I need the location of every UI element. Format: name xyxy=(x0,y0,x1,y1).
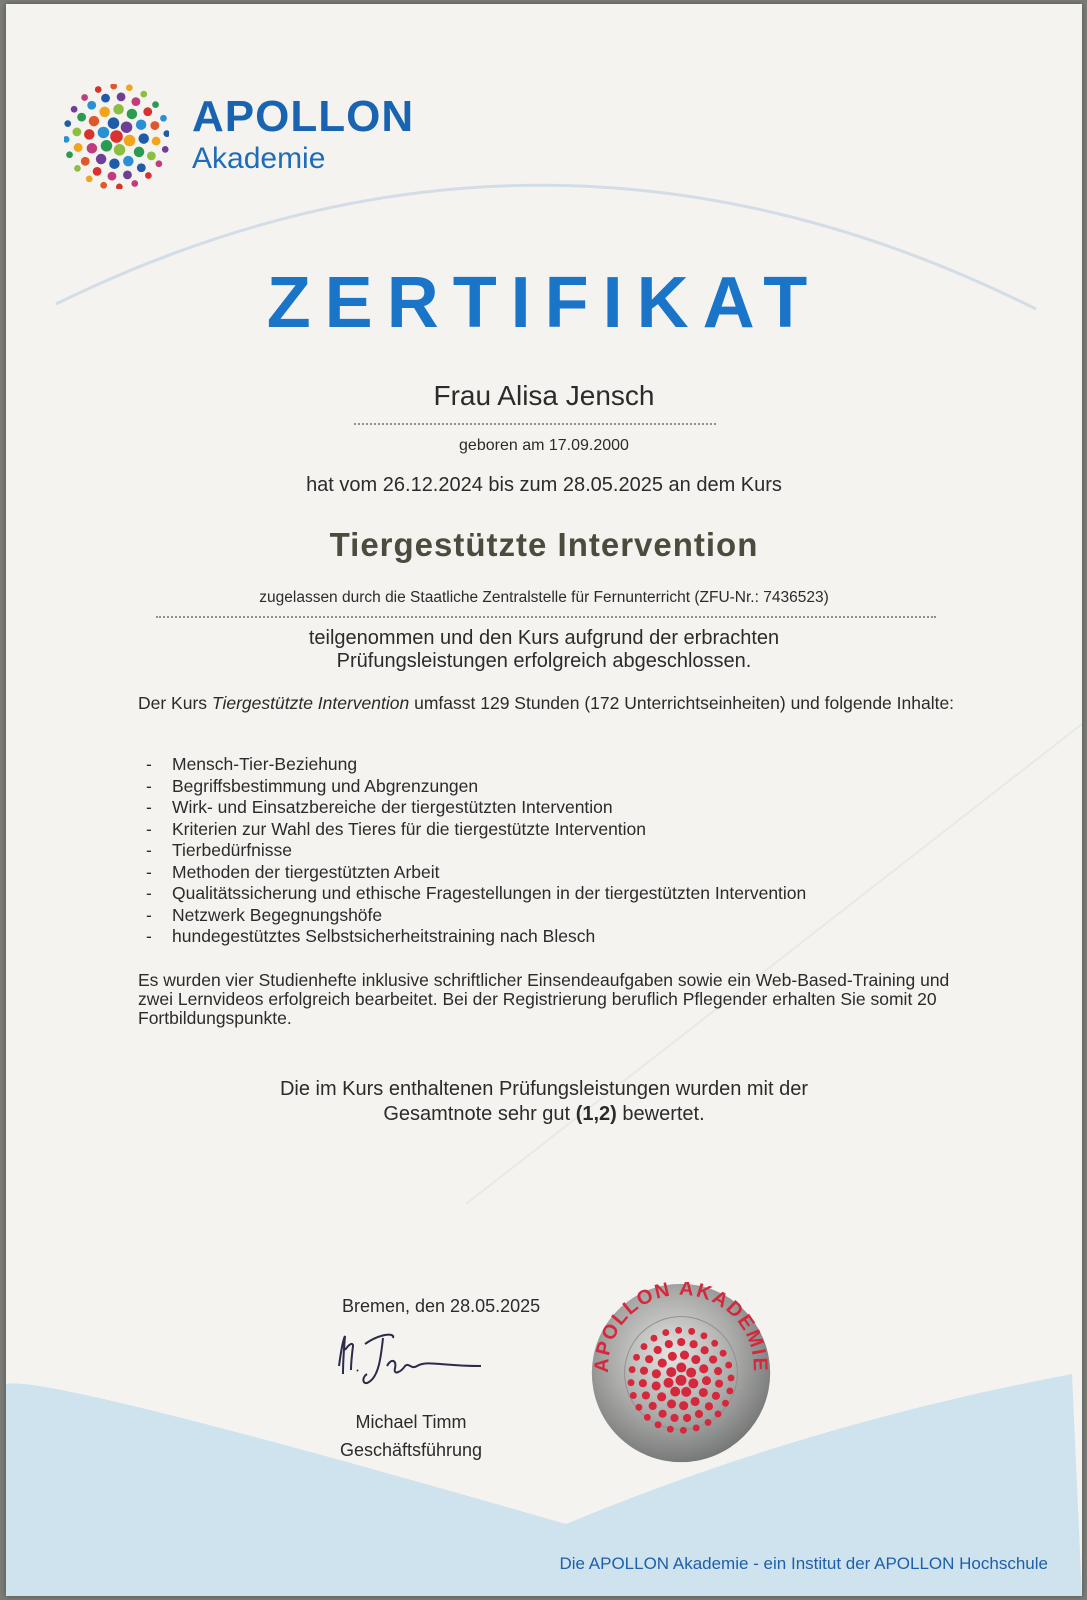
intro-course: Tiergestützte Intervention xyxy=(211,693,410,713)
logo-dot xyxy=(138,133,149,144)
list-item: - Netzwerk Begegnungshöfe xyxy=(146,905,806,927)
logo-dot xyxy=(108,172,117,181)
logo-dot xyxy=(87,101,96,110)
seal-dot xyxy=(722,1400,729,1407)
list-item: - Tierbedürfnisse xyxy=(146,840,806,862)
seal-dot xyxy=(650,1335,657,1342)
logo-dot xyxy=(81,94,88,101)
seal-dot xyxy=(639,1379,647,1387)
seal-dot xyxy=(654,1346,662,1354)
logo-dot xyxy=(145,172,152,179)
seal-dot xyxy=(662,1329,669,1336)
logo-dot xyxy=(124,135,136,147)
seal-dot xyxy=(664,1378,674,1388)
signer-block xyxy=(306,1408,516,1464)
logo-dot xyxy=(156,160,163,167)
seal-dot xyxy=(683,1414,691,1422)
seal-dot xyxy=(657,1392,666,1401)
logo-dot xyxy=(137,163,146,172)
intro-prefix: Der Kurs xyxy=(138,693,208,713)
logo-dot xyxy=(64,136,70,143)
logo-name: APOLLON xyxy=(192,92,415,141)
logo-dot xyxy=(140,91,147,98)
seal-dot xyxy=(633,1354,640,1361)
recipient-name: Frau Alisa Jensch xyxy=(433,380,655,411)
seal-dot xyxy=(659,1410,667,1418)
seal-dot xyxy=(644,1414,651,1421)
seal-dot xyxy=(695,1410,703,1418)
place-date: Bremen, den 28.05.2025 xyxy=(342,1296,541,1316)
list-item: - hundegestütztes Selbstsicherheitstraining nach Blesch xyxy=(146,926,806,948)
intro-suffix: umfasst 129 Stunden (172 Unterrichtseinheiten) und folgende Inhalte: xyxy=(414,693,955,713)
logo-dot xyxy=(126,84,133,91)
apollon-logo-icon xyxy=(64,84,169,189)
seal-dot xyxy=(720,1350,727,1357)
list-item: - Kriterien zur Wahl des Tieres für die tiergestützte Intervention xyxy=(146,819,806,841)
seal-dot xyxy=(652,1381,661,1390)
logo-dot xyxy=(93,167,102,176)
seal-dot xyxy=(715,1411,722,1418)
seal-dot xyxy=(640,1367,648,1375)
logo-dot xyxy=(98,127,110,139)
seal-dot xyxy=(705,1402,713,1410)
seal-dot xyxy=(712,1392,720,1400)
accreditation-line: zugelassen durch die Staatliche Zentralstelle für Fernunterricht (ZFU-Nr.: 7436523) xyxy=(259,589,829,606)
seal-dot xyxy=(693,1425,700,1432)
seal-dot xyxy=(667,1426,674,1433)
logo-dot xyxy=(64,120,71,127)
contents-list xyxy=(146,754,806,948)
seal-dot xyxy=(635,1404,642,1411)
grade-value: (1,2) xyxy=(575,1103,617,1125)
seal-dot xyxy=(714,1367,722,1375)
accreditation-divider xyxy=(156,616,936,618)
grade-suffix: bewertet. xyxy=(622,1103,705,1125)
seal-dot xyxy=(642,1391,650,1399)
seal-dot xyxy=(725,1362,732,1369)
contents-intro xyxy=(138,694,988,713)
course-title: Tiergestützte Intervention xyxy=(329,526,759,563)
logo-dot xyxy=(101,94,110,103)
signer-role: Geschäftsführung xyxy=(339,1440,483,1460)
logo-dot xyxy=(117,92,126,101)
logo-dot xyxy=(113,104,124,115)
logo-dot xyxy=(143,107,152,116)
seal-dot xyxy=(700,1332,707,1339)
logo-dot xyxy=(160,115,167,122)
seal-dot xyxy=(699,1388,708,1397)
signer-name: Michael Timm xyxy=(355,1412,467,1432)
signature-surname xyxy=(363,1335,481,1383)
seal-dot xyxy=(691,1397,700,1406)
logo-dot xyxy=(110,84,117,90)
logo-dot xyxy=(66,151,73,158)
grade-statement xyxy=(6,1077,1082,1127)
seal-dot xyxy=(676,1375,687,1386)
seal-dot xyxy=(667,1399,676,1408)
signature-initial xyxy=(339,1336,358,1374)
seal-text: APOLLON AKADEMIE xyxy=(590,1282,772,1374)
grade-line-1: Die im Kurs enthaltenen Prüfungsleistungen wurden mit der xyxy=(279,1078,809,1100)
logo-dot xyxy=(152,137,161,146)
seal-dot xyxy=(709,1355,717,1363)
seal-dot xyxy=(686,1368,696,1378)
seal-dot xyxy=(670,1414,678,1422)
logo-dot xyxy=(100,182,107,189)
course-period-line: hat vom 26.12.2024 bis zum 28.05.2025 an dem Kurs xyxy=(306,474,782,496)
seal-dot xyxy=(677,1338,685,1346)
logo-dot xyxy=(110,130,123,143)
study-materials-text: Es wurden vier Studienhefte inklusive schriftlicher Einsendeaufgaben sowie ein Web-Based-Training und zwei Lernvideos erfolgreich bearbeitet. Bei der Registrierung beruflich Pflegender erhalten Sie somit 20 Fortbildungspunkte. xyxy=(138,970,950,1028)
seal-dot xyxy=(676,1363,686,1373)
seal-dot xyxy=(728,1374,735,1381)
seal-dot xyxy=(649,1402,657,1410)
logo-dot xyxy=(77,113,86,122)
logo-dot xyxy=(136,119,147,130)
hologram-seal xyxy=(590,1282,772,1464)
seal-dot xyxy=(690,1340,698,1348)
seal-dot xyxy=(628,1379,635,1386)
logo-dot xyxy=(162,146,169,153)
logo-dot xyxy=(114,144,126,156)
seal-dot xyxy=(652,1369,661,1378)
certificate-title: ZERTIFIKAT xyxy=(266,263,822,343)
logo-dot xyxy=(152,101,159,108)
completion-line-1: teilgenommen und den Kurs aufgrund der erbrachten xyxy=(308,627,780,649)
logo-dot xyxy=(147,151,156,160)
seal-dot xyxy=(681,1387,691,1397)
seal-dot xyxy=(629,1366,636,1373)
certificate-page xyxy=(6,4,1082,1596)
logo-dot xyxy=(81,157,90,166)
seal-dot xyxy=(702,1376,711,1385)
list-item: - Qualitätssicherung und ethische Fragestellungen in der tiergestützten Intervention xyxy=(146,883,806,905)
list-item: - Begriffsbestimmung und Abgrenzungen xyxy=(146,776,806,798)
seal-dot xyxy=(680,1427,687,1434)
seal-dot xyxy=(715,1380,723,1388)
seal-dot xyxy=(666,1367,676,1377)
seal-dot xyxy=(701,1346,709,1354)
logo-dot xyxy=(108,117,120,129)
seal-dot xyxy=(670,1387,680,1397)
logo-dot xyxy=(95,86,102,93)
completion-statement xyxy=(6,627,1082,673)
seal-dot xyxy=(668,1352,677,1361)
logo-subtitle: Akademie xyxy=(192,142,326,175)
logo-dot xyxy=(86,176,93,183)
seal-dot xyxy=(711,1340,718,1347)
logo-dot xyxy=(116,183,123,189)
logo-dot xyxy=(150,121,159,130)
seal-dot xyxy=(705,1419,712,1426)
logo-dot xyxy=(163,130,169,137)
logo-dot xyxy=(131,97,140,106)
list-item: - Mensch-Tier-Beziehung xyxy=(146,754,806,776)
seal-dot xyxy=(688,1328,695,1335)
completion-line-2: Prüfungsleistungen erfolgreich abgeschlossen. xyxy=(336,650,752,672)
seal-dot xyxy=(688,1378,698,1388)
logo-dot xyxy=(71,106,78,113)
logo-dot xyxy=(123,156,134,167)
seal-dot xyxy=(645,1355,653,1363)
grade-prefix: Gesamtnote sehr gut xyxy=(383,1103,571,1125)
birth-date-line: geboren am 17.09.2000 xyxy=(459,437,629,454)
apollon-logo xyxy=(64,84,424,194)
seal-dot xyxy=(665,1340,673,1348)
seal-dot xyxy=(641,1343,648,1350)
footer-institute-line: Die APOLLON Akademie - ein Institut der APOLLON Hochschule xyxy=(559,1554,1048,1573)
logo-dot xyxy=(127,109,138,120)
logo-dot xyxy=(131,180,138,187)
grade-line-2 xyxy=(6,1102,1082,1127)
logo-dot xyxy=(134,147,145,158)
seal-dot xyxy=(630,1392,637,1399)
logo-dot xyxy=(87,143,98,154)
logo-dot xyxy=(123,170,132,179)
logo-dot xyxy=(99,107,110,118)
logo-dot xyxy=(121,121,133,133)
seal-dot xyxy=(699,1364,708,1373)
logo-dot xyxy=(109,158,120,169)
logo-dot xyxy=(89,116,100,127)
handwritten-signature xyxy=(331,1326,491,1398)
list-item: - Methoden der tiergestützten Arbeit xyxy=(146,862,806,884)
seal-dot xyxy=(675,1327,682,1334)
seal-dot xyxy=(726,1387,733,1394)
logo-dot xyxy=(96,154,107,165)
logo-dot xyxy=(101,140,113,152)
logo-dot xyxy=(72,128,81,137)
seal-dot xyxy=(658,1359,667,1368)
seal-dot xyxy=(679,1401,688,1410)
seal-dot xyxy=(691,1355,700,1364)
seal-dot xyxy=(680,1350,689,1359)
logo-dot xyxy=(74,143,83,152)
logo-dot xyxy=(74,165,81,172)
list-item: - Wirk- und Einsatzbereiche der tiergestützten Intervention xyxy=(146,797,806,819)
seal-dot xyxy=(655,1421,662,1428)
name-divider xyxy=(354,423,716,425)
logo-dot xyxy=(84,129,95,140)
